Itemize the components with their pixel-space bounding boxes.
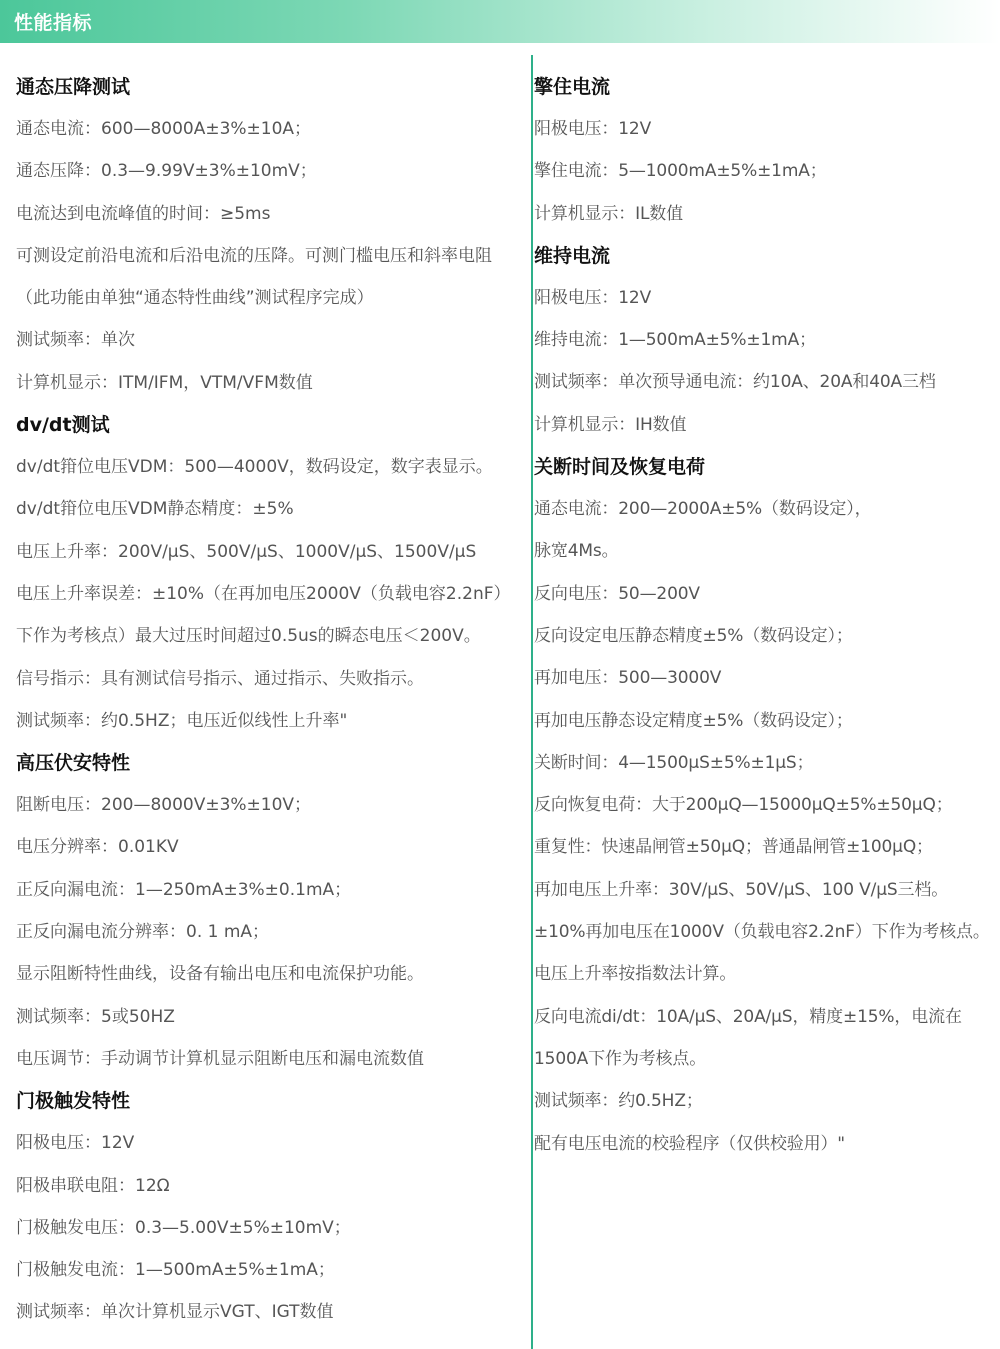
spec-line: 计算机显示：ITM/IFM，VTM/VFM数值	[16, 372, 313, 393]
spec-line: 门极触发电压：0.3—5.00V±5%±10mV；	[16, 1217, 351, 1238]
spec-section	[16, 66, 521, 404]
spec-line: 阳极电压：12V	[534, 287, 652, 308]
spec-line: 再加电压：500—3000V	[534, 668, 722, 689]
spec-line: 计算机显示：IH数值	[534, 414, 687, 435]
spec-section	[16, 1080, 521, 1333]
spec-section	[534, 446, 996, 1165]
spec-line: dv/dt箝位电压VDM：500—4000V，数码设定，数字表显示。	[16, 457, 493, 478]
spec-line: 可测设定前沿电流和后沿电流的压降。可测门槛电压和斜率电阻	[16, 245, 492, 266]
spec-line: 电压上升率按指数法计算。	[534, 964, 737, 985]
spec-line: 通态压降：0.3—9.99V±3%±10mV；	[16, 161, 317, 182]
spec-line: 测试频率：单次预导通电流：约10A、20A和40A三档	[534, 372, 936, 393]
spec-line: 再加电压静态设定精度±5%（数码设定）；	[534, 710, 853, 731]
spec-line: 电压上升率误差：±10%（在再加电压2000V（负载电容2.2nF）	[16, 583, 511, 604]
spec-line: 电压分辨率：0.01KV	[16, 837, 179, 858]
spec-line: 阳极电压：12V	[534, 119, 652, 139]
spec-line: 关断时间：4—1500μS±5%±1μS；	[534, 752, 814, 773]
spec-line: 正反向漏电流：1—250mA±3%±0.1mA；	[16, 879, 352, 900]
spec-line: 电流达到电流峰值的时间：≥5ms	[16, 203, 271, 224]
spec-line: 反向恢复电荷：大于200μQ—15000μQ±5%±50μQ；	[534, 795, 953, 816]
spec-line: 测试频率：5或50HZ	[16, 1006, 175, 1027]
spec-line: 阳极电压：12V	[16, 1133, 135, 1154]
spec-line: 测试频率：单次计算机显示VGT、IGT数值	[16, 1302, 334, 1323]
right-column	[534, 66, 996, 1165]
spec-line: （此功能由单独“通态特性曲线”测试程序完成）	[16, 288, 374, 309]
spec-line: 通态电流：600—8000A±3%±10A；	[16, 119, 312, 139]
spec-line: 测试频率：单次	[16, 330, 135, 351]
spec-line: 显示阻断特性曲线，设备有输出电压和电流保护功能。	[16, 964, 424, 985]
spec-line: ±10%再加电压在1000V（负载电容2.2nF）下作为考核点。	[534, 922, 990, 943]
spec-line: 门极触发电流：1—500mA±5%±1mA；	[16, 1260, 335, 1281]
spec-line: 再加电压上升率：30V/μS、50V/μS、100 V/μS三档。	[534, 879, 949, 900]
section-title: 维持电流	[534, 244, 611, 267]
spec-section	[16, 404, 521, 742]
spec-line: 下作为考核点）最大过压时间超过0.5us的瞬态电压＜200V。	[16, 626, 481, 647]
spec-section	[534, 235, 996, 446]
left-column	[16, 66, 521, 1334]
spec-line: 电压调节：手动调节计算机显示阻断电压和漏电流数值	[16, 1048, 424, 1069]
spec-section	[16, 742, 521, 1080]
section-title: 门极触发特性	[16, 1090, 131, 1113]
spec-line: 电压上升率：200V/μS、500V/μS、1000V/μS、1500V/μS	[16, 541, 477, 562]
spec-line: 维持电流：1—500mA±5%±1mA；	[534, 330, 816, 351]
spec-line: 重复性：快速晶闸管±50μQ；普通晶闸管±100μQ；	[534, 837, 933, 858]
spec-line: 阻断电压：200—8000V±3%±10V；	[16, 795, 312, 816]
spec-line: 信号指示：具有测试信号指示、通过指示、失败指示。	[16, 668, 424, 689]
page-title: 性能指标	[14, 12, 93, 34]
section-title: dv/dt测试	[16, 414, 110, 437]
spec-line: 1500A下作为考核点。	[534, 1048, 707, 1069]
spec-line: 通态电流：200—2000A±5%（数码设定），	[534, 499, 872, 520]
section-title: 关断时间及恢复电荷	[534, 456, 706, 479]
header-banner	[0, 0, 1000, 43]
spec-line: 反向电流di/dt：10A/μS、20A/μS，精度±15%，电流在	[534, 1006, 962, 1027]
spec-line: 正反向漏电流分辨率：0. 1 mA；	[16, 922, 270, 943]
spec-line: 阳极串联电阻：12Ω	[16, 1175, 170, 1196]
spec-line: 脉宽4Ms。	[534, 541, 619, 562]
spec-line: 擎住电流：5—1000mA±5%±1mA；	[534, 161, 827, 182]
column-divider	[531, 55, 533, 1349]
section-title: 擎住电流	[534, 76, 611, 98]
spec-section	[534, 66, 996, 235]
section-title: 高压伏安特性	[16, 752, 131, 775]
spec-line: 反向电压：50—200V	[534, 583, 700, 604]
section-title: 通态压降测试	[16, 76, 131, 98]
spec-line: 测试频率：约0.5HZ；	[534, 1091, 703, 1112]
spec-line: 测试频率：约0.5HZ；电压近似线性上升率"	[16, 710, 348, 731]
spec-line: 计算机显示：IL数值	[534, 203, 683, 224]
spec-line: dv/dt箝位电压VDM静态精度：±5%	[16, 499, 294, 520]
spec-line: 配有电压电流的校验程序（仅供校验用）"	[534, 1133, 845, 1154]
spec-line: 反向设定电压静态精度±5%（数码设定）；	[534, 625, 853, 646]
